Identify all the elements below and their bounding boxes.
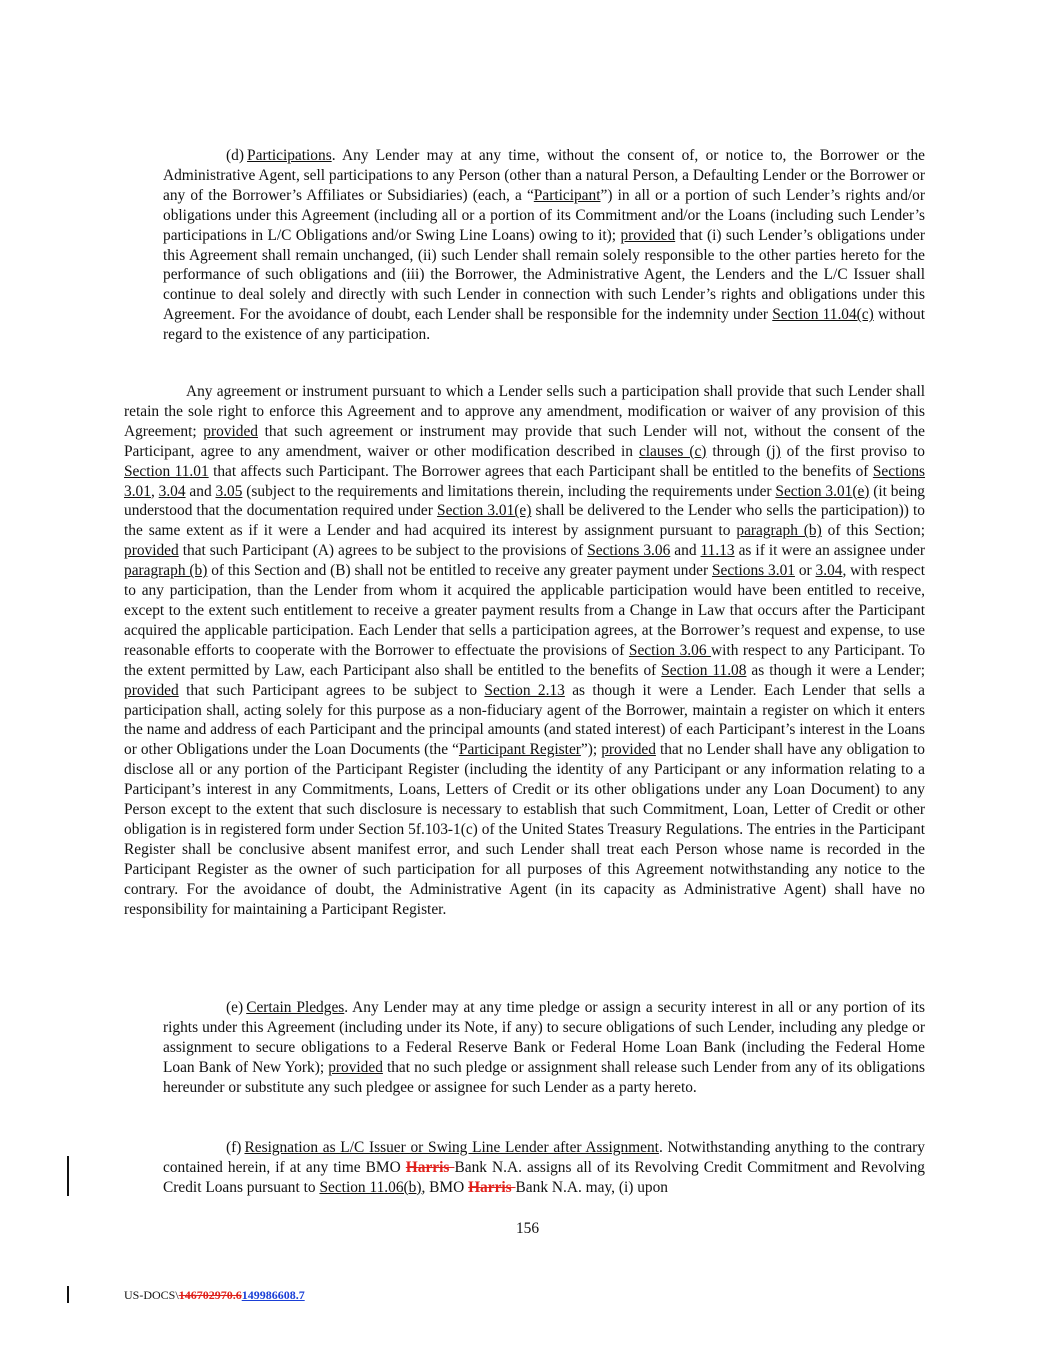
body-text: and xyxy=(185,482,216,500)
body-text: of the first proviso to xyxy=(780,442,925,460)
cross-reference: 11.13 xyxy=(700,542,735,560)
body-text: that such agreement or instrument may provide that such Lender will not, without the consent of the Participant, agree to any amendment, waiver or other modification described in xyxy=(124,422,925,460)
section-f-heading: Resignation as L/C Issuer or Swing Line Lender after Assignment xyxy=(244,1139,659,1156)
defined-term-participant: Participant xyxy=(533,186,601,204)
body-text: , with respect to any participation, than the Lender from whom it acquired the applicable participation would have been entitled to receive, except to the extent such entitlement to receive a greater payment results from a Change in Law that occurs after the Participant acquired the applicable participation. Each Lender that sells a participation agrees, at the Borrower’s request and expense, to use reasonable efforts to cooperate with the Borrower to effectuate the provisions of xyxy=(124,562,925,659)
body-text: with respect to any Participant. To the extent permitted by Law, each Participant also shall be entitled to the benefits of xyxy=(124,641,926,679)
cross-reference: Sections 3.01 xyxy=(712,562,795,580)
provided-term: provided xyxy=(203,422,258,440)
inserted-doc-id: 149986608.7 xyxy=(241,1288,305,1302)
section-e-text: . Any Lender may at any time pledge or assign a security interest in all or any portion of its rights under this Agreement (including under its Note, if any) to secure obligations of such Lender, including any pledge or assignment to secure obligations to a Federal Reserve Bank or Federal Home Loan Bank (including the Federal Home Loan Bank of New York); xyxy=(163,999,925,1076)
body-text: that affects such Participant. The Borrower agrees that each Participant shall be entitled to the benefits of xyxy=(208,462,873,480)
body-text: that such Participant (A) agrees to be subject to the provisions of xyxy=(178,542,588,560)
section-f-text: Bank N.A. may, (i) upon xyxy=(515,1178,668,1196)
cross-reference: paragraph (b) xyxy=(124,562,208,580)
body-text: that no Lender shall have any obligation to disclose all or any portion of the Participant Register (including the identity of any Participant or any information relating to a Participant’s interest in any Commitments, Loans, Letters of Credit or its other obligations under any Loan Document) to any Person except to the extent that such disclosure is necessary to establish that such Commitment, Loan, Letter of Credit or other obligation is in registered form under Section 5f.103-1(c) of the United States Treasury Regulations. The entries in the Participant Register shall be conclusive absent manifest error, and such Lender shall treat each Person whose name is recorded in the Participant Register as the owner of such participation for all purposes of this Agreement notwithstanding any notice to the contrary. For the avoidance of doubt, the Administrative Agent (in its capacity as Administrative Agent) shall have no responsibility for maintaining a Participant Register. xyxy=(124,741,926,918)
page-number: 156 xyxy=(515,1220,540,1237)
section-e-heading: Certain Pledges xyxy=(246,999,345,1016)
section-f-text: Bank N.A. assigns all of its Revolving Credit Commitment and Revolving Credit Loans pursuant to xyxy=(163,1158,925,1196)
provided-term: provided xyxy=(328,1058,383,1076)
section-d-text: . Any Lender may at any time, without the consent of, or notice to, the Borrower or the Administrative Agent, sell participations to any Person (other than a natural Person, a Defaulting Lender or the Borrower or any of the Borrower’s Affiliates or Subsidiaries) (each, a “ xyxy=(163,147,925,204)
cross-reference: (j) xyxy=(766,442,781,460)
body-text: or xyxy=(794,562,816,580)
body-text: ”); xyxy=(580,741,602,759)
change-bar xyxy=(67,1286,69,1303)
section-d-text: without regard to the existence of any participation. xyxy=(163,306,925,344)
section-d-label: (d) xyxy=(226,147,244,164)
section-f-resignation xyxy=(163,1138,925,1198)
body-text: that such Participant agrees to be subject to xyxy=(178,681,485,699)
document-id-footer xyxy=(124,1288,305,1302)
cross-reference: Section 3.06 xyxy=(628,641,712,659)
cross-reference: Section 11.08 xyxy=(661,661,747,679)
defined-term-participant-register: Participant Register xyxy=(458,741,581,759)
section-e-label: (e) xyxy=(226,999,244,1016)
body-text: through xyxy=(706,442,767,460)
body-text: as if it were an assignee under xyxy=(734,542,925,560)
deleted-doc-id: 146702970.6 xyxy=(178,1288,242,1302)
provided-term: provided xyxy=(124,681,179,699)
cross-reference: Section 2.13 xyxy=(484,681,565,699)
deleted-text: Harris xyxy=(405,1158,455,1176)
section-e-certain-pledges xyxy=(163,998,925,1098)
cross-reference: Section 11.06(b) xyxy=(319,1178,422,1196)
cross-reference: Section 3.01(e) xyxy=(775,482,870,500)
section-f-text: , BMO xyxy=(421,1178,469,1196)
section-d-text: ”) in all or a portion of such Lender’s rights and/or obligations under this Agreement (including all or a portion of its Commitment and/or the Loans (including such Lender’s participations in L/C Obligations and/or Swing Line Loans) owing to it); xyxy=(163,186,925,244)
provided-term: provided xyxy=(620,226,676,244)
cross-reference: Section 3.01(e) xyxy=(437,502,532,520)
body-text: Any agreement or instrument pursuant to which a Lender sells such a participation shall provide that such Lender shall retain the sole right to enforce this Agreement and to approve any amendment, modification or waiver of any provision of this Agreement; xyxy=(124,383,925,440)
cross-reference: Section 11.01 xyxy=(124,462,209,480)
section-e-text: that no such pledge or assignment shall release such Lender from any of its obligations hereunder or substitute any such pledgee or assignee for such Lender as a party hereto. xyxy=(163,1058,925,1096)
body-text: (subject to the requirements and limitations therein, including the requirements under xyxy=(242,482,776,500)
cross-reference: 3.04 xyxy=(815,562,843,580)
body-text: shall be delivered to the Lender who sells the participation)) to the same extent as if it were a Lender and had acquired its interest by assignment pursuant to xyxy=(124,502,925,540)
section-d-text: that (i) such Lender’s obligations under this Agreement shall remain unchanged, (ii) such Lender shall remain solely responsible to the other parties hereto for the performance of such obligations and (iii) the Borrower, the Administrative Agent, the Lenders and the L/C Issuer shall continue to deal solely and directly with such Lender in connection with such Lender’s rights and obligations under this Agreement. For the avoidance of doubt, each Lender shall be responsible for the indemnity under xyxy=(163,226,925,324)
cross-reference: paragraph (b) xyxy=(736,522,822,540)
body-text: of this Section and (B) shall not be entitled to receive any greater payment under xyxy=(207,562,712,580)
cross-reference: clauses (c) xyxy=(638,442,707,460)
cross-reference: 3.05 xyxy=(215,482,243,500)
doc-id-prefix: US-DOCS\ xyxy=(124,1288,179,1302)
cross-reference: Sections 3.06 xyxy=(587,542,671,560)
cross-reference: Sections 3.01 xyxy=(124,462,925,500)
provided-term: provided xyxy=(601,741,656,759)
cross-reference: Section 11.04(c) xyxy=(772,306,874,324)
body-text: and xyxy=(670,542,701,560)
body-text: , xyxy=(150,482,159,500)
body-text: (it being understood that the documentation required under xyxy=(124,482,926,520)
change-bar xyxy=(67,1156,69,1196)
provided-term: provided xyxy=(124,542,179,560)
body-text: of this Section; xyxy=(821,522,925,540)
body-text: as though it were a Lender; xyxy=(746,661,925,679)
section-d-heading: Participations xyxy=(247,147,332,164)
participation-agreement-paragraph xyxy=(124,382,925,919)
cross-reference: 3.04 xyxy=(158,482,186,500)
deleted-text: Harris xyxy=(468,1178,516,1196)
section-d-participations xyxy=(163,146,925,345)
section-f-label: (f) xyxy=(226,1139,242,1156)
body-text: as though it were a Lender. Each Lender that sells a participation shall, acting solely for this purpose as a non-fiduciary agent of the Borrower, maintain a register on which it enters the name and address of each Participant and the principal amounts (and stated interest) of each Participant’s interest in the Loans or other Obligations under the Loan Documents (the “ xyxy=(124,681,925,759)
section-f-text: . Notwithstanding anything to the contrary contained herein, if at any time BMO xyxy=(163,1139,925,1176)
